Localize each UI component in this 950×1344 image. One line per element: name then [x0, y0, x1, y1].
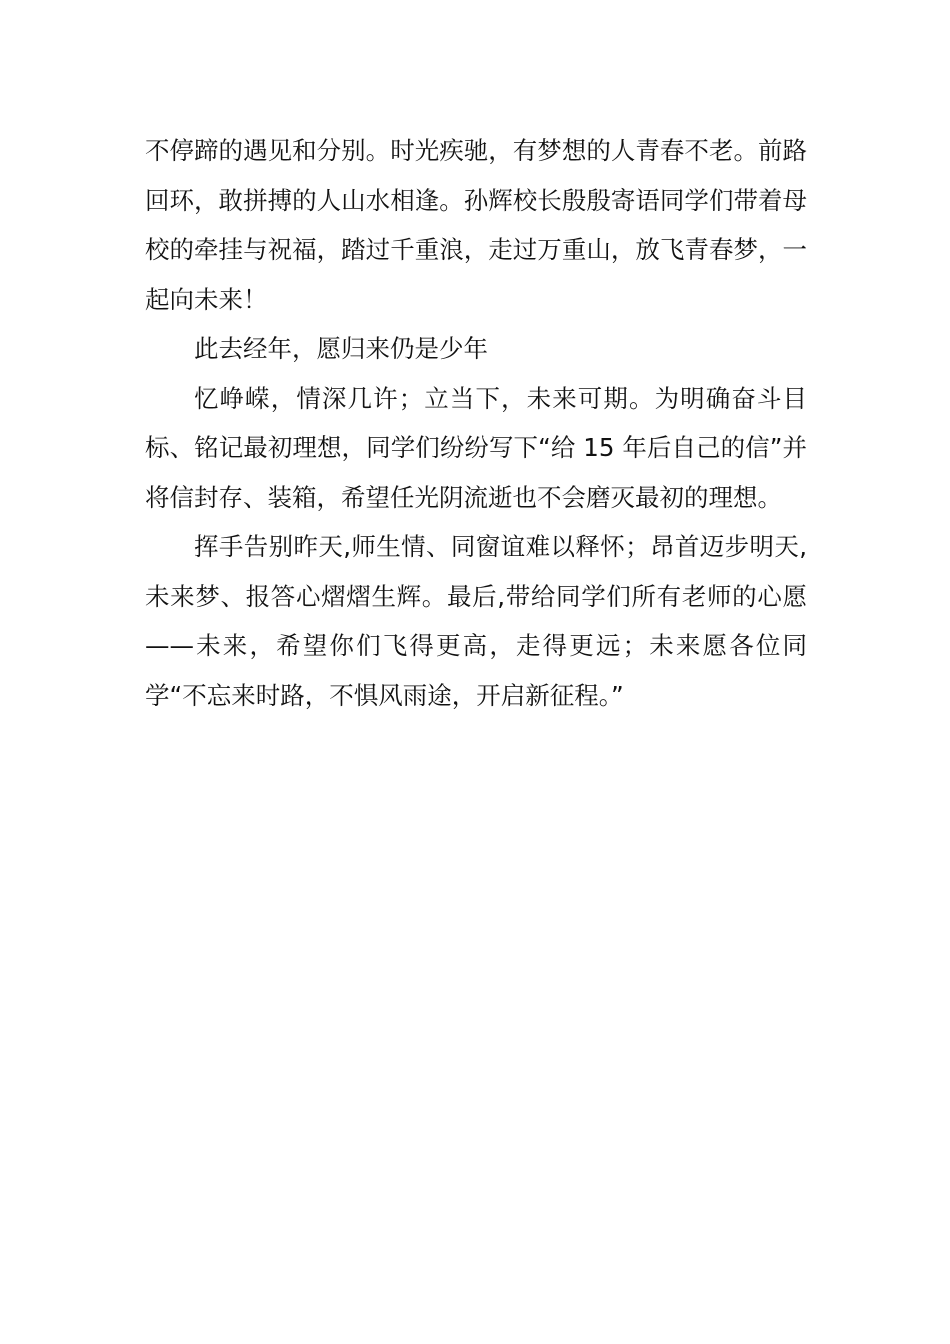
paragraph-letter: 忆峥嵘，情深几许；立当下，未来可期。为明确奋斗目标、铭记最初理想，同学们纷纷写下“给 15 年后自己的信”并将信封存、装箱，希望任光阴流逝也不会磨灭最初的理想。 [145, 383, 807, 512]
paragraph-continued: 不停蹄的遇见和分别。时光疾驰，有梦想的人青春不老。前路回环，敢拼搏的人山水相逢。孙辉校长殷殷寄语同学们带着母校的牵挂与祝福，踏过千重浪，走过万重山，放飞青春梦，一起向未来！ [145, 136, 807, 314]
document-body [145, 126, 807, 720]
section-heading: 此去经年，愿归来仍是少年 [194, 334, 488, 363]
paragraph-farewell: 挥手告别昨天,师生情、同窗谊难以释怀；昂首迈步明天,未来梦、报答心熠熠生辉。最后,带给同学们所有老师的心愿——未来，希望你们飞得更高，走得更远；未来愿各位同学“不忘来时路，不惧风雨途，开启新征程。” [145, 532, 807, 710]
